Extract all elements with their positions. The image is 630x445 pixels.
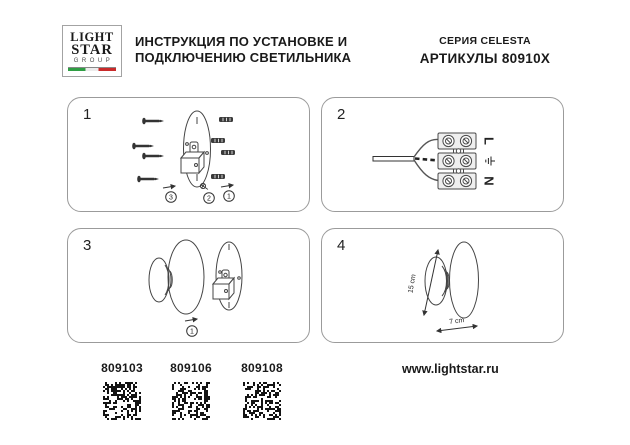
terminal-block bbox=[438, 133, 476, 189]
articles-label: АРТИКУЛЫ 80910X bbox=[419, 51, 551, 66]
article-column bbox=[91, 361, 153, 420]
ground-icon bbox=[486, 157, 495, 166]
step-1-panel bbox=[67, 97, 310, 212]
callout-screw bbox=[163, 186, 176, 202]
title-line-1: ИНСТРУКЦИЯ ПО УСТАНОВКЕ И bbox=[135, 34, 348, 49]
callout-screwdriver-number: 2 bbox=[207, 195, 211, 203]
qr-code bbox=[243, 382, 281, 420]
callout-screwdriver bbox=[199, 182, 214, 203]
step-2-diagram bbox=[322, 98, 565, 213]
title-line-2: ПОДКЛЮЧЕНИЮ СВЕТИЛЬНИКА bbox=[135, 50, 352, 65]
height-dimension bbox=[407, 250, 438, 315]
page-title bbox=[135, 34, 375, 66]
series-label: СЕРИЯ CELESTA bbox=[439, 35, 531, 47]
step-4-number: 4 bbox=[337, 237, 346, 254]
italy-flag-stripe-icon bbox=[68, 67, 116, 71]
callout-anchor bbox=[221, 185, 234, 201]
step-3-diagram bbox=[68, 229, 311, 344]
callout-body-number: 1 bbox=[190, 328, 194, 336]
logo-word-group: GROUP bbox=[73, 58, 114, 64]
supply-cable bbox=[373, 139, 438, 180]
article-column bbox=[160, 361, 222, 420]
callout-anchor-number: 1 bbox=[227, 193, 231, 201]
step-3-panel bbox=[67, 228, 310, 343]
logo-word-light: LIGHT bbox=[70, 30, 114, 44]
step-2-panel bbox=[321, 97, 564, 212]
line-label: L bbox=[481, 137, 497, 145]
lamp-body bbox=[149, 240, 204, 314]
qr-code bbox=[103, 382, 141, 420]
step-4-diagram bbox=[322, 229, 565, 344]
article-code: 809108 bbox=[241, 361, 283, 375]
article-code: 809106 bbox=[170, 361, 212, 375]
height-dimension-label: 15 cm bbox=[407, 273, 418, 294]
screws-group bbox=[132, 118, 164, 183]
lightstar-logo bbox=[62, 25, 122, 77]
website-url: www.lightstar.ru bbox=[402, 362, 499, 376]
step-4-panel bbox=[321, 228, 564, 343]
callout-body bbox=[185, 319, 197, 336]
qr-code bbox=[172, 382, 210, 420]
step-1-diagram bbox=[68, 98, 311, 213]
width-dimension-label: 7 cm bbox=[448, 317, 465, 326]
article-code: 809103 bbox=[101, 361, 143, 375]
width-dimension bbox=[437, 317, 477, 331]
logo-word-star: STAR bbox=[71, 42, 113, 58]
callout-screw-number: 3 bbox=[169, 194, 173, 202]
terminal-block-icon bbox=[181, 142, 204, 173]
lamp-assembled bbox=[425, 242, 479, 318]
article-column bbox=[231, 361, 293, 420]
step-3-number: 3 bbox=[83, 237, 92, 254]
step-1-number: 1 bbox=[83, 106, 92, 123]
neutral-label: N bbox=[481, 176, 497, 186]
anchors-group bbox=[211, 117, 235, 179]
step-2-number: 2 bbox=[337, 106, 346, 123]
header-right bbox=[400, 35, 570, 66]
